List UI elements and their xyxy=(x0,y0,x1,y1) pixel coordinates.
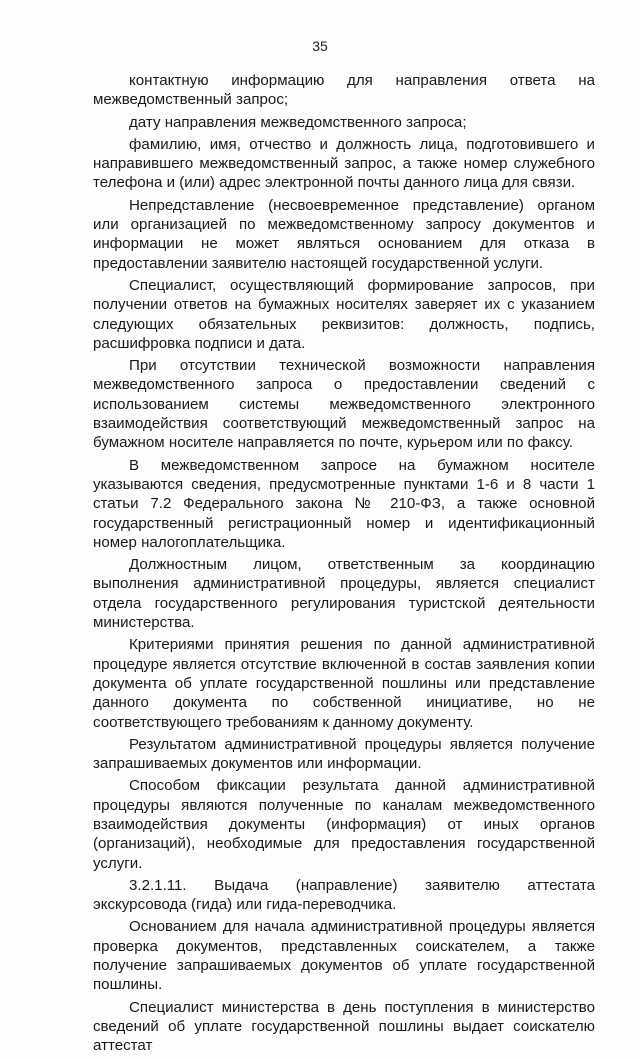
paragraph-contact-info: контактную информацию для направления ответа на межведомственный запрос; xyxy=(93,72,595,109)
paragraph-request-date: дату направления межведомственного запроса; xyxy=(129,113,467,131)
paragraph-decision-criteria: Критериями принятия решения по данной административной процедуре является отсутствие включенной в состав заявления копии документа об уплате государственной пошлины или представление данного документа по собственной инициативе, но не соответствующего требованиям к данному документу. xyxy=(93,636,595,731)
paragraph-paper-request: При отсутствии технической возможности направления межведомственного запроса о предоставлении сведений с использованием системы межведомственного электронного взаимодействия соответствующий межведомственный запрос на бумажном носителе направляется по почте, курьером или по факсу. xyxy=(93,357,595,452)
paragraph-responsible-official: Должностным лицом, ответственным за координацию выполнения административной процедуры, является специалист отдела государственного регулирования туристской деятельности министерства. xyxy=(93,556,595,632)
paragraph-ministry-specialist: Специалист министерства в день поступления в министерство сведений об уплате государственной пошлины выдает соискателю аттестат xyxy=(93,998,595,1055)
paragraph-specialist-certification: Специалист, осуществляющий формирование запросов, при получении ответов на бумажных носителях заверяет их с указанием следующих обязательных реквизитов: должность, подпись, расшифровка подписи и дата. xyxy=(93,276,595,352)
paragraph-procedure-result: Результатом административной процедуры является получение запрашиваемых документов или информации. xyxy=(93,735,595,773)
section-heading-3-2-1-11: 3.2.1.11. Выдача (направление) заявителю аттестата экскурсовода (гида) или гида-переводчика. xyxy=(93,876,595,914)
page-number: 35 xyxy=(312,38,328,54)
paragraph-non-submission: Непредставление (несвоевременное представление) органом или организацией по межведомственному запросу документов и информации не может являться основанием для отказа в предоставлении заявителю настоящей государственной услуги. xyxy=(93,196,595,272)
paragraph-responsible-person: фамилию, имя, отчество и должность лица, подготовившего и направившего межведомственный запрос, а также номер служебного телефона и (или) адрес электронной почты данного лица для связи. xyxy=(93,135,595,192)
paragraph-paper-request-details: В межведомственном запросе на бумажном носителе указываются сведения, предусмотренные пунктами 1-6 и 8 части 1 статьи 7.2 Федерального закона № 210-ФЗ, а также основной государственный регистрационный номер и идентификационный номер налогоплательщика. xyxy=(93,456,595,551)
paragraph-result-recording: Способом фиксации результата данной административной процедуры являются полученные по каналам межведомственного взаимодействия документы (информация) от иных органов (организаций), необходимые для предоставления государственной услуги. xyxy=(93,777,595,872)
paragraph-procedure-basis: Основанием для начала административной процедуры является проверка документов, представленных соискателем, а также получение запрашиваемых документов об уплате государственной пошлины. xyxy=(93,918,595,994)
document-body xyxy=(93,71,595,1059)
